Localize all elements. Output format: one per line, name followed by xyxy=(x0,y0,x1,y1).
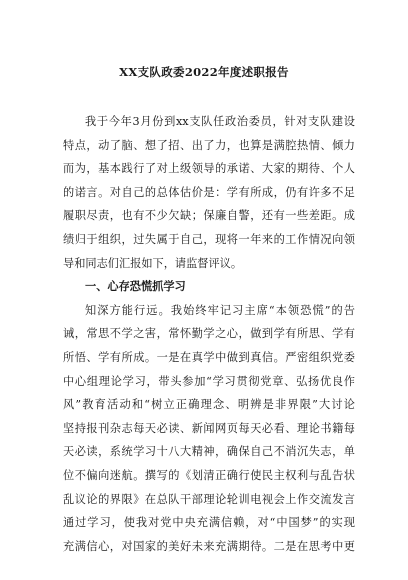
paragraph-line: 的诺言。对自己的总体估价是：学有所成，仍有许多不足 xyxy=(63,185,355,199)
paragraph-line: 导和同志们汇报如下，请监督评议。 xyxy=(63,256,243,270)
paragraph-line: 诫，常思不学之害，常怀勤学之心，做到学有所思、学有 xyxy=(63,327,355,341)
paragraph-line: 履职尽责，也有不少欠缺；保廉自警，还有一些差距。成 xyxy=(63,209,355,223)
paragraph-line: 天必读，系统学习十八大精神，确保自己不消沉失志，单 xyxy=(63,445,355,459)
paragraph-line: 我于今年3月份到xx支队任政治委员，针对支队建设 xyxy=(85,115,355,128)
paragraph-line: 知深方能行远。我始终牢记习主席“本领恐慌”的告 xyxy=(85,303,355,317)
paragraph-line: 绩归于组织，过失属于自己，现将一年来的工作情况向领 xyxy=(63,232,355,246)
paragraph-line: 充满信心，对国家的美好未来充满期待。二是在思考中更 xyxy=(63,539,355,553)
paragraph-line: 通过学习，使我对党中央充满信赖，对“中国梦”的实现 xyxy=(63,516,355,530)
paragraph-line: 特点，动了脑、想了招、出了力，也算是满腔热情、倾力 xyxy=(63,138,355,152)
document-body xyxy=(63,110,355,558)
paragraph-line: 所悟、学有所成。一是在真学中做到真信。严密组织党委 xyxy=(63,350,355,364)
paragraph-line: 位不偏向迷航。撰写的《划清正确行使民主权利与乱告状 xyxy=(63,468,355,482)
paragraph-line: 乱议论的界限》在总队干部理论轮训电视会上作交流发言 xyxy=(63,492,355,506)
paragraph-line: 中心组理论学习，带头参加“学习贯彻党章、弘扬优良作 xyxy=(63,374,355,388)
paragraph-line: 坚持报刊杂志每天必读、新闻网页每天必看、理论书籍每 xyxy=(63,421,355,435)
document-title: XX支队政委2022年度述职报告 xyxy=(119,65,289,79)
section-heading: 一、心存恐慌抓学习 xyxy=(85,279,186,294)
paragraph-line: 而为，基本践行了对上级领导的承诺、大家的期待、个人 xyxy=(63,162,355,176)
paragraph-line: 风”教育活动和“树立正确理念、明辨是非界限”大讨论 xyxy=(63,398,355,412)
